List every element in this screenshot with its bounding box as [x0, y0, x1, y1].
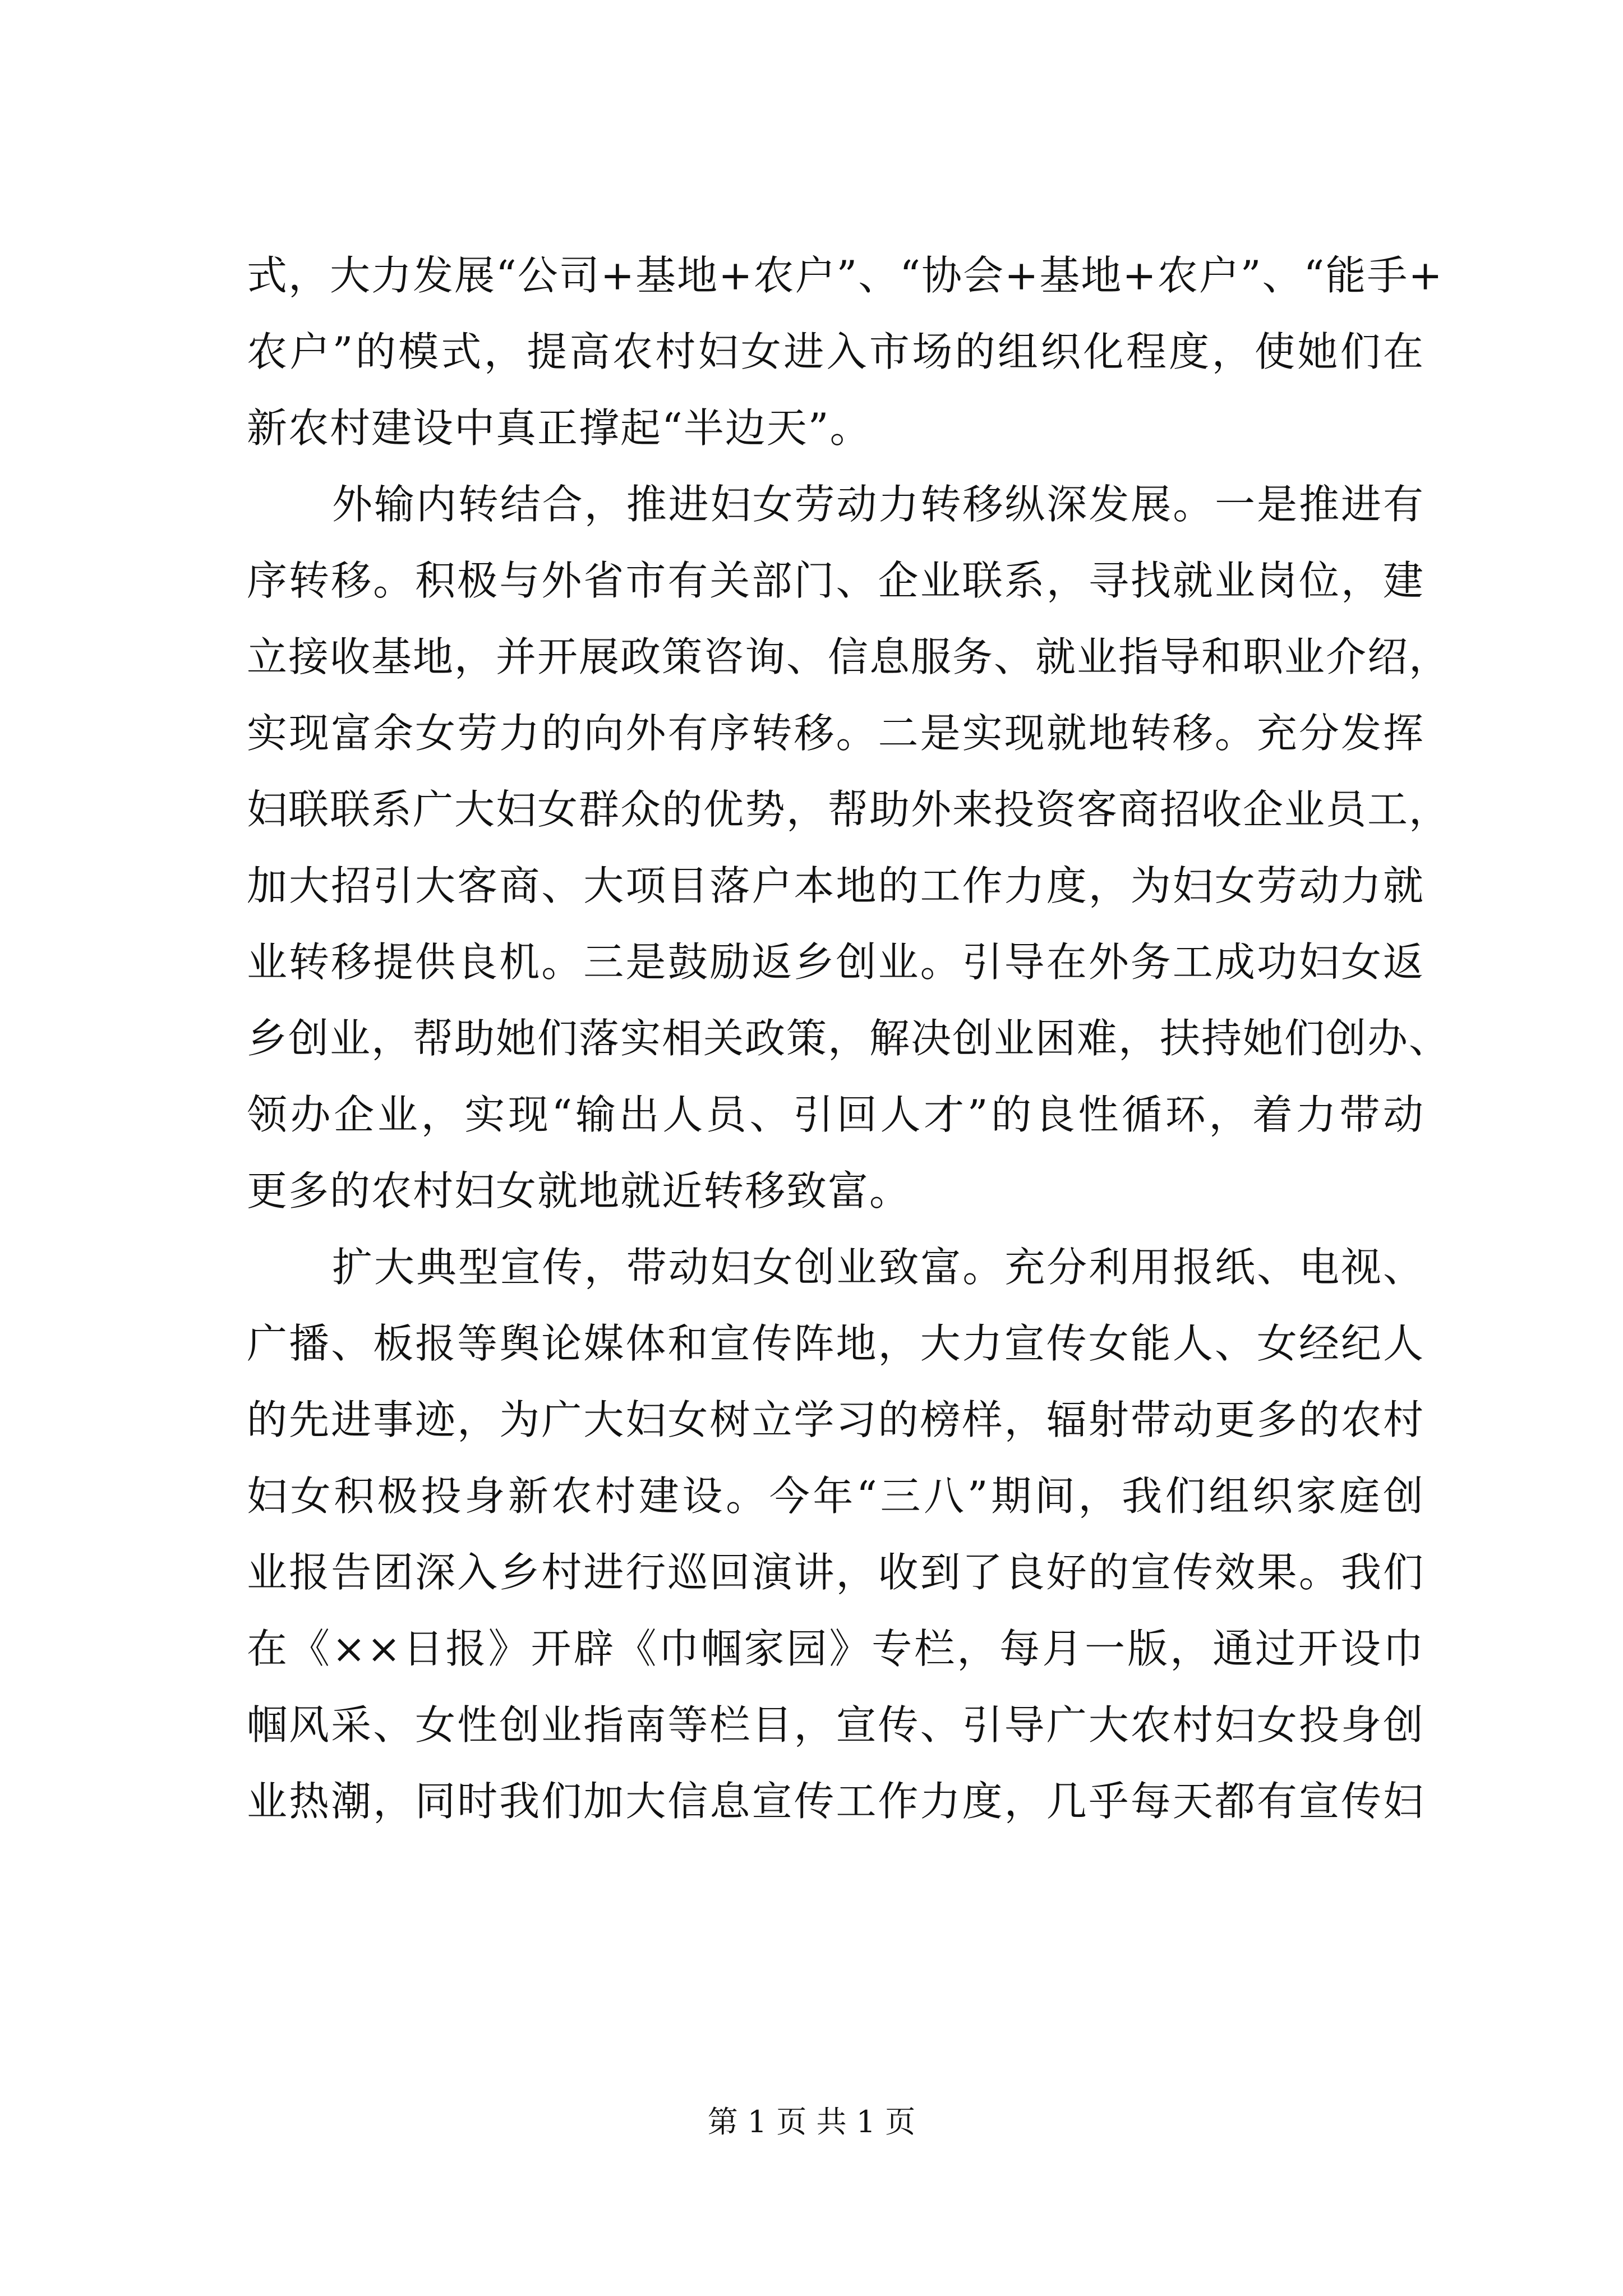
text-line-2: 农户”的模式，提高农村妇女进入市场的组织化程度，使她们在 [247, 328, 1424, 375]
text-line-15: 广播、板报等舆论媒体和宣传阵地，大力宣传女能人、女经纪人 [247, 1320, 1424, 1367]
text-line-10: 业转移提供良机。三是鼓励返乡创业。引导在外务工成功妇女返 [247, 938, 1424, 986]
text-line-13: 更多的农村妇女就地就近转移致富。 [247, 1167, 911, 1214]
text-line-11: 乡创业，帮助她们落实相关政策，解决创业困难，扶持她们创办、 [247, 1015, 1451, 1062]
text-line-16: 的先进事迹，为广大妇女树立学习的榜样，辐射带动更多的农村 [247, 1396, 1424, 1443]
text-line-12: 领办企业，实现“输出人员、引回人才”的良性循环，着力带动 [247, 1091, 1424, 1138]
page-number-footer: 第 1 页 共 1 页 [707, 2104, 916, 2139]
text-line-9: 加大招引大客商、大项目落户本地的工作力度，为妇女劳动力就 [247, 862, 1424, 909]
text-line-3: 新农村建设中真正撑起“半边天”。 [247, 404, 872, 452]
text-line-8: 妇联联系广大妇女群众的优势，帮助外来投资客商招收企业员工， [247, 786, 1451, 833]
document-body [247, 247, 1451, 1849]
text-line-14: 扩大典型宣传，带动妇女创业致富。充分利用报纸、电视、 [332, 1244, 1424, 1291]
text-line-6: 立接收基地，并开展政策咨询、信息服务、就业指导和职业介绍， [247, 633, 1451, 680]
text-line-17: 妇女积极投身新农村建设。今年“三八”期间，我们组织家庭创 [247, 1473, 1424, 1520]
text-line-5: 序转移。积极与外省市有关部门、企业联系，寻找就业岗位，建 [247, 557, 1424, 604]
text-line-7: 实现富余女劳力的向外有序转移。二是实现就地转移。充分发挥 [247, 710, 1424, 757]
text-line-20: 帼风采、女性创业指南等栏目，宣传、引导广大农村妇女投身创 [247, 1701, 1424, 1749]
text-line-1: 式，大力发展“公司+基地+农户”、“协会+基地+农户”、“能手+ [247, 252, 1444, 299]
text-line-18: 业报告团深入乡村进行巡回演讲，收到了良好的宣传效果。我们 [247, 1549, 1424, 1596]
text-line-21: 业热潮，同时我们加大信息宣传工作力度，几乎每天都有宣传妇 [247, 1778, 1424, 1825]
text-line-19: 在《××日报》开辟《巾帼家园》专栏，每月一版，通过开设巾 [247, 1625, 1424, 1672]
text-line-4: 外输内转结合，推进妇女劳动力转移纵深发展。一是推进有 [332, 481, 1424, 528]
